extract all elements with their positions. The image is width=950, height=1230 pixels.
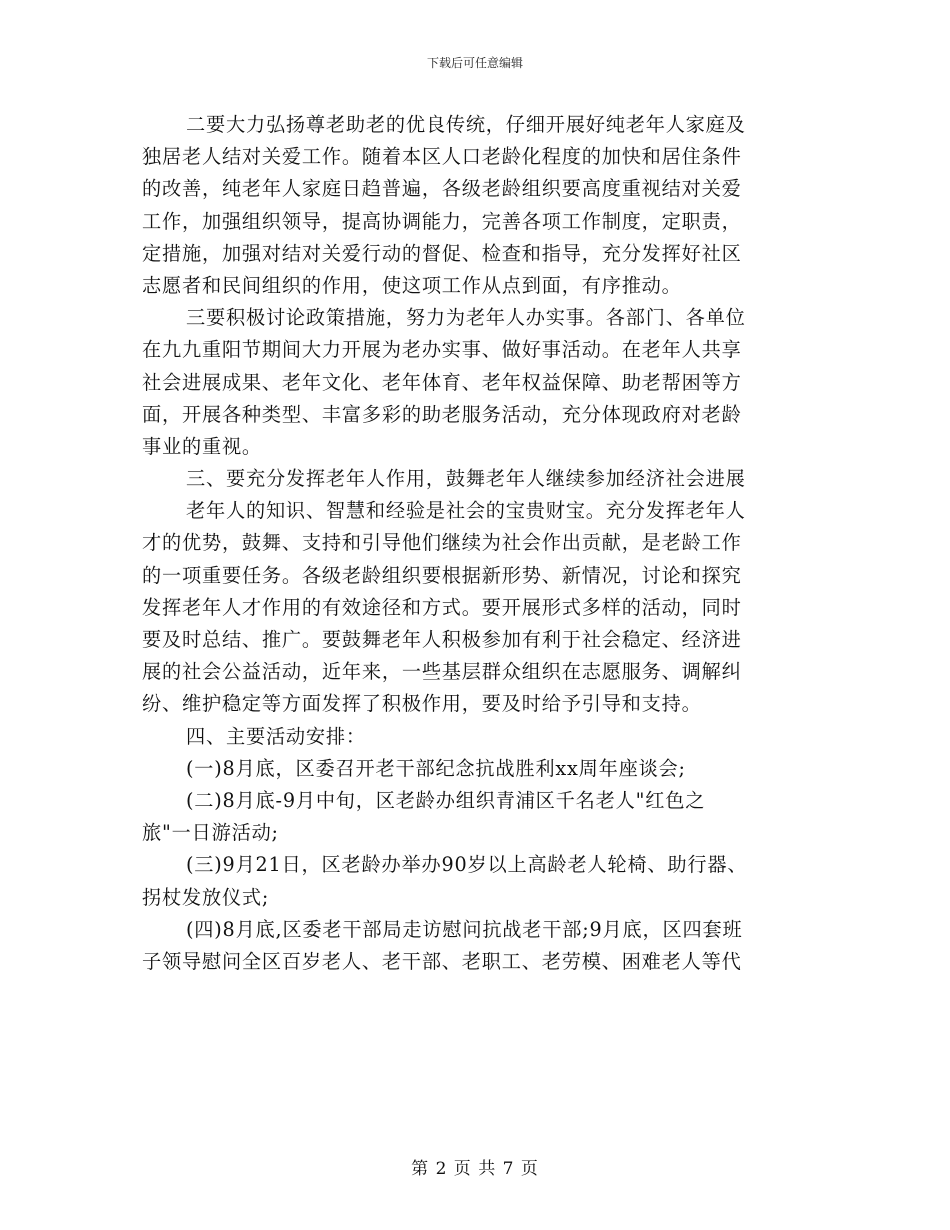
text-line: 三要积极讨论政策措施，努力为老年人办实事。各部门、各单位 — [186, 306, 746, 330]
text-line: (四)8月底,区委老干部局走访慰问抗战老干部;9月底，区四套班 — [186, 917, 743, 941]
text-line: (三)9月21日，区老龄办举办90岁以上高龄老人轮椅、助行器、 — [186, 853, 748, 877]
text-line: 老年人的知识、智慧和经验是社会的宝贵财宝。充分发挥老年人 — [186, 499, 746, 523]
page-number-footer: 第 2 页 共 7 页 — [411, 1159, 539, 1179]
text-line: 发挥老年人才作用的有效途径和方式。要开展形式多样的活动，同时 — [142, 595, 742, 619]
text-line: 四、主要活动安排： — [186, 724, 366, 748]
text-line: 工作，加强组织领导，提高协调能力，完善各项工作制度，定职责， — [142, 209, 742, 233]
text-line: 拐杖发放仪式; — [142, 885, 270, 909]
text-line: 三、要充分发挥老年人作用，鼓舞老年人继续参加经济社会进展 — [186, 467, 746, 491]
page-header-note: 下载后可任意编辑 — [426, 56, 523, 70]
text-line: 的一项重要任务。各级老龄组织要根据新形势、新情况，讨论和探究 — [142, 563, 742, 587]
text-line: 才的优势，鼓舞、支持和引导他们继续为社会作出贡献，是老龄工作 — [142, 531, 742, 555]
document-body — [142, 109, 802, 978]
text-line: 定措施，加强对结对关爱行动的督促、检查和指导，充分发挥好社区 — [142, 241, 742, 265]
text-line: 的改善，纯老年人家庭日趋普遍，各级老龄组织要高度重视结对关爱 — [142, 177, 742, 201]
text-line: 在九九重阳节期间大力开展为老办实事、做好事活动。在老年人共享 — [142, 338, 742, 362]
text-line: 纷、维护稳定等方面发挥了积极作用，要及时给予引导和支持。 — [142, 692, 702, 716]
text-line: 事业的重视。 — [142, 434, 262, 458]
text-line: 二要大力弘扬尊老助老的优良传统，仔细开展好纯老年人家庭及 — [186, 113, 746, 136]
text-line: 面，开展各种类型、丰富多彩的助老服务活动，充分体现政府对老龄 — [142, 402, 742, 426]
text-line: (一)8月底，区委召开老干部纪念抗战胜利xx周年座谈会; — [186, 756, 686, 780]
text-line: 社会进展成果、老年文化、老年体育、老年权益保障、助老帮困等方 — [142, 370, 742, 394]
text-line: 展的社会公益活动，近年来，一些基层群众组织在志愿服务、调解纠 — [142, 660, 742, 684]
text-line: 独居老人结对关爱工作。随着本区人口老龄化程度的加快和居住条件 — [142, 145, 742, 169]
text-line: 旅"一日游活动; — [142, 821, 279, 845]
text-line: 要及时总结、推广。要鼓舞老年人积极参加有利于社会稳定、经济进 — [142, 628, 742, 651]
text-line: (二)8月底-9月中旬，区老龄办组织青浦区千名老人"红色之 — [186, 788, 706, 812]
text-line: 子领导慰问全区百岁老人、老干部、老职工、老劳模、困难老人等代 — [142, 949, 742, 973]
text-line: 志愿者和民间组织的作用，使这项工作从点到面，有序推动。 — [142, 273, 682, 297]
